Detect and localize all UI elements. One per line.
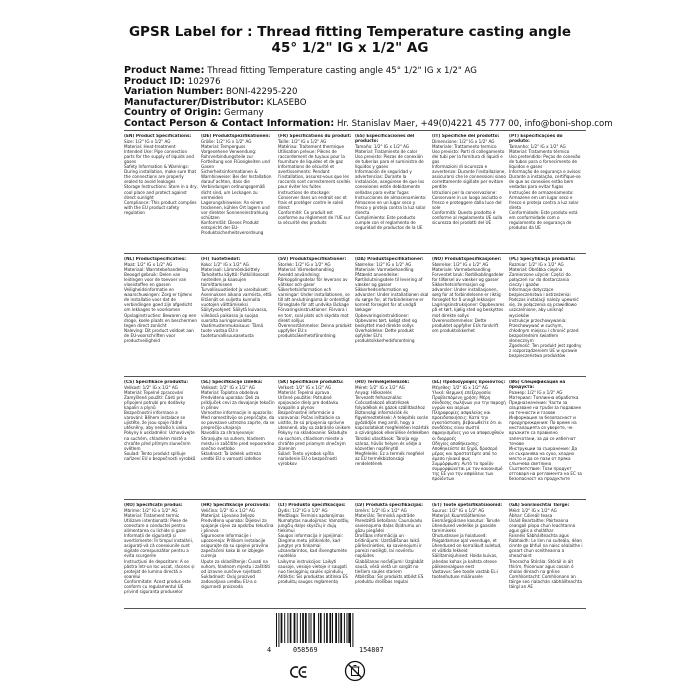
spec-lt (278, 503, 355, 594)
spec-text: Dydis: 1/2" IG x 1/2" AG Medžiaga: Terminis apdorojimas Numatytas naudojimas: Vamzdžių jungčių dalys skysčių ir dujų tiekimui Saugos informacija ir įspėjimai: Diegimo metu įsitikinkite, kad jungtys yra tinkamai užsandarintos, kad išvengtumėte nuotėkio Laikymo instrukcijos: Laikyti sausoje, vėsioje vietoje ir saugoti nuo tiesioginių saulės spindulių Atitiktis: Šis produktas atitinka ES produktų saugos reglamentą (278, 508, 349, 584)
spec-hu (355, 380, 432, 481)
info-label: Country of Origin: (124, 108, 222, 119)
spec-heading: (RO) Specificații produs: (124, 503, 183, 508)
barcode-guard-bar (352, 613, 353, 647)
spec-band (124, 503, 586, 594)
spec-heading: (LT) Produkto specifikacijos: (278, 503, 346, 508)
spec-text: Velikost: 1/2" IG x 1/2" AG Material: Toplotna obdelava Predvidena uporaba: Deli za priključek cevi za dovajanje tekočin in plinov Varnostne informacije in opozorila: Med namestitvijo se prepričajte, da so povezave ustrezno zaprte, da se preprečijo uhajanja Navodila za shranjevanje: Shranjujte na suhem, hladnem mestu in zaščitite pred neposredno sončno svetlobo Skladnost: Ta izdelek ustreza uredbi EU o varnosti izdelkov (201, 385, 275, 461)
barcode-bar (290, 613, 292, 643)
barcode-bar (318, 613, 319, 643)
spec-fi (201, 257, 278, 358)
spec-text: Storlek: 1/2" IG x 1/2" AG Material: Värmebehandling Avsedd användning: Rörkopplingsdelar för leverans av vätskor och gaser Säkerhetsinformation och varningar: Under installationen, se till att anslutningarna är ordentligt förseglade för att undvika läckage Förvaringsinstruktioner: Förvara i en torr, sval plats och skydda mot direkt solljus Överensstämmelse: Denna produkt uppfyller EU:s produktsäkerhetsförordning (278, 262, 352, 338)
barcode (267, 613, 410, 654)
spec-heading: (GA) Sonraíochtaí Táirge: (509, 503, 570, 508)
barcode-bar (326, 613, 328, 643)
info-value: Thread fitting Temperature casting angle 45° 1/2" IG x 1/2" AG (207, 66, 477, 76)
divider (124, 376, 586, 377)
divider (124, 608, 586, 609)
spec-text: Veličina: 1/2" IG x 1/2" AG Materijal: Lijevano željezo Predviđena uporaba: Dijelovi za spajanje cijevi za opskrbu tekućina i plinova Sigurnosne informacije i upozorenja: Prilikom instalacije osigurajte da su spojevi pravilno zapečaćeni kako bi se izbjegle curenja Upute za skladištenje: Čuvati na suhom, hladnom mjestu i zaštititi od izravne sunčeve svjetlosti Sukladnost: Ovaj proizvod zadovoljava uredbu EU-a o sigurnosti proizvoda (201, 508, 274, 589)
spec-ro (124, 503, 201, 594)
info-label: Manufacturer/Distributor: (124, 97, 264, 108)
info-value: Hr. Stanislav Maer, +49(0)4221 45 777 00, info@boni-shop.com (336, 118, 613, 129)
spec-bg (509, 380, 586, 481)
spec-heading: (NL) Productspecificaties: (124, 257, 186, 262)
info-product-id (124, 77, 644, 88)
spec-heading: (LV) Produkta specifikācijas: (355, 503, 423, 508)
info-value: Germany (224, 108, 264, 119)
spec-sl (201, 380, 278, 481)
barcode-bar (311, 613, 312, 643)
spec-heading: (SV) Produktspecifikationer: (278, 257, 347, 262)
spec-text: Suurus: 1/2" IG x 1/2" AG Materjal: Kuumtöötlemine Eesmärgipärane kasutus: Torude ühendused vedelike ja gaaside tarnimiseks Ohutusteave ja hoiatused: Paigaldamise ajal veenduge, et ühendused on korralikult suletud, et vältida lekkeid Säilitamisjuhised: Hoida kuivas, jahedas kohas ja kaitsta otsese päikesevalguse eest Vastavus: See toode vastab EL-i tooteohutuse määrusele (432, 508, 502, 579)
spec-heading: (ET) Toote spetsifikatsioonid: (432, 503, 503, 508)
spec-cs (124, 380, 201, 481)
spec-heading: (EN) Product Specifications: (124, 134, 192, 139)
barcode-bars (270, 613, 410, 647)
spec-fr (278, 134, 355, 235)
spec-text: Størrelse: 1/2" IG x 1/2" AG Materiale: Varmebehandling Påtænkt anvendelse: Rørtilslutningsdele til levering af væsker og gasser Sikkerhedsinformation og advarsler: Under installationen skal du sørge for, at forbindelserne er korrekt forseglet for at undgå lækager Opbevaringsinstruktioner: Opbevares tørt, køligt sted og beskyttet mod direkte sollys Overholdelse: Dette produkt opfylder EU's produktsikkerhedsforordning (355, 262, 429, 343)
info-value: BONI-42295-220 (226, 87, 298, 98)
spec-heading: (IT) Specifiche del prodotto: (432, 134, 500, 139)
spec-text: Размер: 1/2" IG x 1/2" AG Материал: Топлинна обработка Предназначение: Части за свързване на тръби за подаване на течности и газове Информация за безопасност и предупреждения: По време на инсталацията се уверете, че връзките са правилно запечатани, за да се избегнат течове Инструкции за съхранение: Да се съхранява на сухо, хладно място и да се пази от пряка слънчева светлина Съответствие: Този продукт отговаря на регламента на ЕС за безопасност на продуктите (509, 390, 582, 481)
spec-text: Rozmiar: 1/2" IG x 1/2" AG Materiał: Obróbka cieplna Zamierzone użycie: Części do połączeń rur do dostarczania cieczy i gazów Informacje dotyczące bezpieczeństwa i ostrzeżenia: Podczas instalacji należy upewnić się, że połączenia są prawidłowo uszczelnione, aby uniknąć wycieków Instrukcje przechowywania: Przechowywać w suchym, chłodnym miejscu i chronić przed bezpośrednim światłem słonecznym Zgodność: Ten produkt jest zgodny z rozporządzeniem UE w sprawie bezpieczeństwa produktów (509, 262, 582, 358)
spec-sv (278, 257, 355, 358)
barcode-bar (332, 613, 333, 643)
barcode-bar (309, 613, 310, 643)
info-label: Variation Number: (124, 87, 224, 98)
ce-mark-icon (290, 666, 308, 678)
spec-pl (509, 257, 586, 358)
spec-el (432, 380, 509, 481)
spec-heading: (HR) Specifikacije proizvoda: (201, 503, 271, 508)
spec-heading: (EL) Προδιαγραφές προϊόντος: (432, 380, 506, 385)
spec-hr (201, 503, 278, 594)
spec-heading: (SK) Špecifikácie produktu: (278, 380, 344, 385)
barcode-guard-bar (276, 613, 277, 647)
divider (124, 130, 586, 131)
info-product-name (124, 66, 644, 77)
spec-es (355, 134, 432, 235)
barcode-guard-bar (278, 613, 279, 647)
barcode-bar (348, 613, 350, 643)
spec-text: Tamanho: 1/2" IG x 1/2" AG Material: Tratamento térmico Uso pretendido: Peças de conexão de tubos para o fornecimento de líquidos e gases Informação de segurança e avisos: Durante a instalação, certifique-se de que as conexões estão bem vedadas para evitar fugas Instruções de armazenamento: Armazene em um lugar seco e fresco e proteja contra a luz solar direta Conformidade: Este produto está em conformidade com o regulamento de segurança de produtos da UE (509, 144, 582, 230)
spec-lv (355, 503, 432, 594)
barcode-bar (320, 613, 322, 643)
barcode-bar (340, 613, 342, 643)
spec-nl (124, 257, 201, 358)
barcode-bar (302, 613, 304, 643)
barcode-digit-lead: 4 (267, 646, 272, 654)
info-label: Product ID: (124, 76, 186, 87)
spec-band (124, 380, 586, 481)
spec-de (201, 134, 278, 235)
spec-heading: (SL) Specifikacije izdelka: (201, 380, 263, 385)
spec-text: Dimensione: 1/2" IG x 1/2" AG Materiale: Trattamento termico Uso previsto: Parti di collegamento dei tubi per la fornitura di liquidi e gas Informazioni di sicurezza e avvertenze: Durante l'installazione, assicurarsi che le connessioni siano correttamente sigillate per evitare perdite Istruzioni per la conservazione: Conservare in un luogo asciutto e fresco e proteggere dalla luce del sole Conformità: Questo prodotto è conforme al regolamento UE sulla sicurezza dei prodotti del UE (432, 139, 506, 225)
info-contact (124, 119, 644, 130)
spec-heading: (FI) Tuotetiedot: (201, 257, 241, 262)
spec-band (124, 257, 586, 358)
barcode-digits-left: 058569 (293, 646, 318, 654)
spec-text: Maat: 1/2" IG x 1/2" AG Materiaal: Warmtebehandeling Beoogd gebruik: Delen van leidingen voor de toevoer van vloeistoffen en gassen Veiligheidsinformatie en waarschuwingen: Zorg er tijdens de installatie voor dat de verbindingen goed zijn afgedicht om lekkages te voorkomen Opslaginstructies: Bewaren op een droge, koele plaats en beschermen tegen direct zonlicht Naleving: Dit product voldoet aan de EU-voorschriften voor productveiligheid (124, 262, 197, 343)
barcode-bar (284, 613, 285, 643)
spec-heading: (BG) Спецификация на продукта: (509, 380, 566, 391)
barcode-bar (329, 613, 331, 643)
spec-band (124, 134, 586, 235)
barcode-bar (281, 613, 283, 643)
info-label: Contact Person & Contact Information: (124, 118, 335, 129)
info-value: KLASEBO (266, 97, 307, 108)
spec-no (432, 257, 509, 358)
info-variation-number (124, 87, 644, 98)
barcode-bar (300, 613, 301, 643)
spec-ga (509, 503, 586, 594)
spec-heading: (PL) Specyfikacja produktu: (509, 257, 576, 262)
info-country-of-origin (124, 108, 644, 119)
spec-text: Méret: 1/2" IG x 1/2" AG Anyag: Hőkezelés Tervezett felhasználás: Csőcsatlakozó alkatrészek folyadékok és gázok szállításához Biztonsági információk és figyelmeztetések: A telepítés során győződjön meg arról, hogy a kapcsolatokat megfelelően lezárták a szivárgások elkerülése érdekében Tárolási utasítások: Tárolja egy száraz, hűvös helyen és védje a közvetlen napfénytől Megfelelés: Ez a termék megfelel az EU termékbiztonsági rendeletének (355, 385, 430, 466)
barcode-bar (313, 613, 315, 643)
label-title: GPSR Label for : Thread fitting Temperature casting angle 45° 1/2" IG x 1/2" AG (128, 24, 572, 56)
barcode-bar (335, 613, 337, 643)
spec-et (432, 503, 509, 594)
spec-pt (509, 134, 586, 235)
barcode-bar (338, 613, 339, 643)
product-info (124, 66, 644, 130)
spec-text: Koko: 1/2" IG x 1/2" AG Materiaali: Lämmönkäsittely Tarkoitettu käyttö: Putkiliitososat nesteiden ja kaasujen toimittamiseen Turvallisuustiedot ja varoitukset: Asennuksen aikana varmista, että liitännät on suljettu kunnolla vuotojen välttämiseksi Säilytysohjeet: Säilytä kuivassa, viileässä paikassa ja suojaa suoralta auringonvalolta Vaatimustenmukaisuus: Tämä tuote vastaa EU:n tuoteturvallisuusasetusta (201, 262, 272, 338)
barcode-bar (294, 613, 296, 643)
spec-heading: (ES) Especificaciones del producto: (355, 134, 415, 145)
divider (124, 253, 586, 254)
crossed-out-bin-icon (344, 660, 366, 682)
spec-it (432, 134, 509, 235)
info-label: Product Name: (124, 66, 205, 76)
spec-sk (278, 380, 355, 481)
spec-text: Velikost: 1/2" IG x 1/2" AG Materiál: Tepelné zpracování Zamýšlené použití: Části pro připojení potrubí pro dodávky kapalin a plynů Bezpečnostní informace a varování: Během instalace se ujistěte, že jsou spoje řádně utěsněny, aby nedošlo k úniku Pokyny k uskladnění: Uchovávejte na suchém, chladném místě a chraňte před přímým slunečním světlem Soulad: Tento produkt splňuje nařízení EU o bezpečnosti výrobků (124, 385, 196, 461)
spec-text: Mărime: 1/2" IG x 1/2" AG Material: Tratament termic Utilizare intenționată: Piese de conectare a conductei pentru alimentarea cu lichide și gaze Informații de siguranță și avertismente: În timpul instalării, asigurați-vă că conexiunile sunt sigilate corespunzător pentru a evita scurgerile Instrucțiuni de depozitare: A se păstra într-un loc uscat, răcoros și protejat de lumina directă a soarelui Conformitate: Acest produs este conform cu regulamentul UE privind siguranța produselor (124, 508, 195, 594)
info-value: 102976 (187, 76, 221, 87)
spec-text: Größe: 1/2" IG x 1/2" AG Material: Temperguss Vorgesehene Verwendung: Rohrverbindungsteile zur Fortleitung von Flüssigkeiten und Gasen Sicherheitsinformationen & Warnhinweise: Bei der Installation darauf achten, dass die Verbindungen ordnungsgemäß dicht sind, um Leckagen zu vermeiden Lagerungshinweise: An einem trockenen, kühlen Ort lagern und vor direkter Sonneneinstrahlung schützen Konformität: Dieses Produkt entspricht der EU-Produktsicherheitsverordnung (201, 139, 272, 235)
barcode-bar (287, 613, 288, 643)
spec-text: Izmērs: 1/2" IG x 1/2" AG Materiāls: Termiskā apstrāde Paredzētā lietošana: Cauruļvadu savienojuma daļas šķidrumu un gāzu piegādei Drošības informācija un brīdinājumi: Uzstādīšanas laikā pārliecinieties, ka savienojumi ir pareizi noslēgti, lai novērstu noplūdes Glabāšanas norādījumi: Uzglabāt sausā, vēsā vietā un sargāt no tiešiem saules stariem Atbilstība: Šis produkts atbilst ES produktu drošības regulai (355, 508, 424, 584)
spec-heading: (DE) Produktspezifikationen: (201, 134, 271, 139)
info-manufacturer (124, 98, 644, 109)
barcode-bar (324, 613, 325, 643)
barcode-bar (347, 613, 348, 643)
spec-heading: (DA) Produktspecifikationer: (355, 257, 424, 262)
spec-text: Size: 1/2" IG x 1/2" AG Material: Heat-treatment Intended Use: Pipe connection parts for the supply of liquids and gases Safety Information & Warnings: During installation, make sure that the connections are properly sealed to avoid leakages Storage Instructions: Store in a dry, cool place and protect against direct sunlight Compliance: This product complies with the EU product safety regulation (124, 139, 198, 215)
barcode-bar (344, 613, 345, 643)
spec-text: Méid: 1/2" IG x 1/2" AG Ábhar: Cóireáil teasa Úsáid Beartaithe: Páirteanna ceangail píopa chun leachtanna agus gáis a sholáthar Faisnéis Sábháilteachta agus Rabhaidh: Le linn na suiteála, déan cinnte go bhfuil na naisc séalaithe i gceart chun sceitheanna a sheachaint Treoracha Stórála: Stóráil in áit thirim, fhionnuar agus cosain ó sholas díreach na gréine Comhlíontacht: Comhlíonann an táirge seo rialachán sábháilteachta táirgí an AE (509, 508, 583, 589)
divider (124, 499, 586, 500)
spec-text: Taille: 1/2" IG x 1/2" AG Matériau: Traitement thermique Utilisation prévue: Pièces de raccordement de tuyaux pour la fourniture de liquides et de gaz Informations de sécurité et avertissements: Pendant l'installation, assurez-vous que les raccords sont correctement scellés pour éviter les fuites Instructions de stockage: Conserver dans un endroit sec et frais et protéger contre le soleil direct Conformité: Ce produit est conforme au règlement de l'UE sur la sécurité des produits (278, 139, 351, 225)
spec-en (124, 134, 201, 235)
spec-heading: (HU) Termékjellemzők: (355, 380, 410, 385)
spec-text: Veľkosť: 1/2" IG x 1/2" AG Materiál: Tepelná úprava Určené použitie: Potrubné spojovacie diely pre dodávku kvapalín a plynov Bezpečnostné informácie a varovania: Počas inštalácie sa uistite, že sú pripojenia správne utesnené, aby sa zabránilo únikom Pokyny na skladovanie: Skladujte na suchom, chladnom mieste a chráňte pred priamym slnečným žiarením Súlad: Tento výrobok spĺňa nariadenie EÚ o bezpečnosti výrobkov (278, 385, 351, 466)
barcode-bar (297, 613, 298, 643)
barcode-guard-bar (350, 613, 351, 647)
spec-heading: (CS) Specifikace produktu: (124, 380, 189, 385)
spec-heading: (PT) Especificações do produto: (509, 134, 563, 145)
spec-da (355, 257, 432, 358)
spec-heading: (FR) Spécifications du produit: (278, 134, 352, 139)
spec-heading: (NO) Produktspesifikasjoner: (432, 257, 502, 262)
barcode-bar (305, 613, 307, 643)
spec-text: Størrelse: 1/2" IG x 1/2" AG Materiale: Varmebehandling Forventet bruk: Rørtilkoblingsdeler for tilførsel av væsker og gasser Sikkerhetsinformasjon og advarsler: Under installasjonen, sørg for at forbindelsene er riktig forseglet for å unngå lekkasjer Lagringsinstruksjoner: Oppbevares på et tørt, kjølig sted og beskyttes mot direkte sollys Overensstemmelse: Dette produktet oppfyller EUs forskrift om produktsikkerhet (432, 262, 505, 333)
barcode-digits-right: 154807 (359, 646, 384, 654)
spec-text: Μέγεθος: 1/2" IG x 1/2" AG Υλικό: Θερμική επεξεργασία Προβλεπόμενη χρήση: Μέρη σύνδεσης σωλήνων για την παροχή υγρών και αερίων Πληροφορίες ασφαλείας και προειδοποιήσεις: Κατά την εγκατάσταση, βεβαιωθείτε ότι οι συνδέσεις είναι σωστά σφραγισμένες για να αποφευχθούν οι διαρροές Οδηγίες αποθήκευσης: Αποθηκεύστε σε ξηρό, δροσερό μέρος και προστατέψτε από το άμεσο ηλιακό φως Συμμόρφωση: Αυτό το προϊόν συμμορφώνεται με τον κανονισμό της ΕΕ για την ασφάλεια των προϊόντων (432, 385, 506, 481)
spec-text: Tamaño: 1/2" IG x 1/2" AG Material: Tratamiento de calor Uso previsto: Piezas de conexión de tuberías para el suministro de líquidos y gases Información de seguridad y advertencias: Durante la instalación, asegúrese de que las conexiones estén debidamente selladas para evitar fugas Instrucciones de almacenamiento: Almacene en un lugar seco y fresco y proteja contra la luz solar directa Cumplimiento: Este producto cumple con el reglamento de seguridad de productos de la UE (355, 144, 427, 230)
